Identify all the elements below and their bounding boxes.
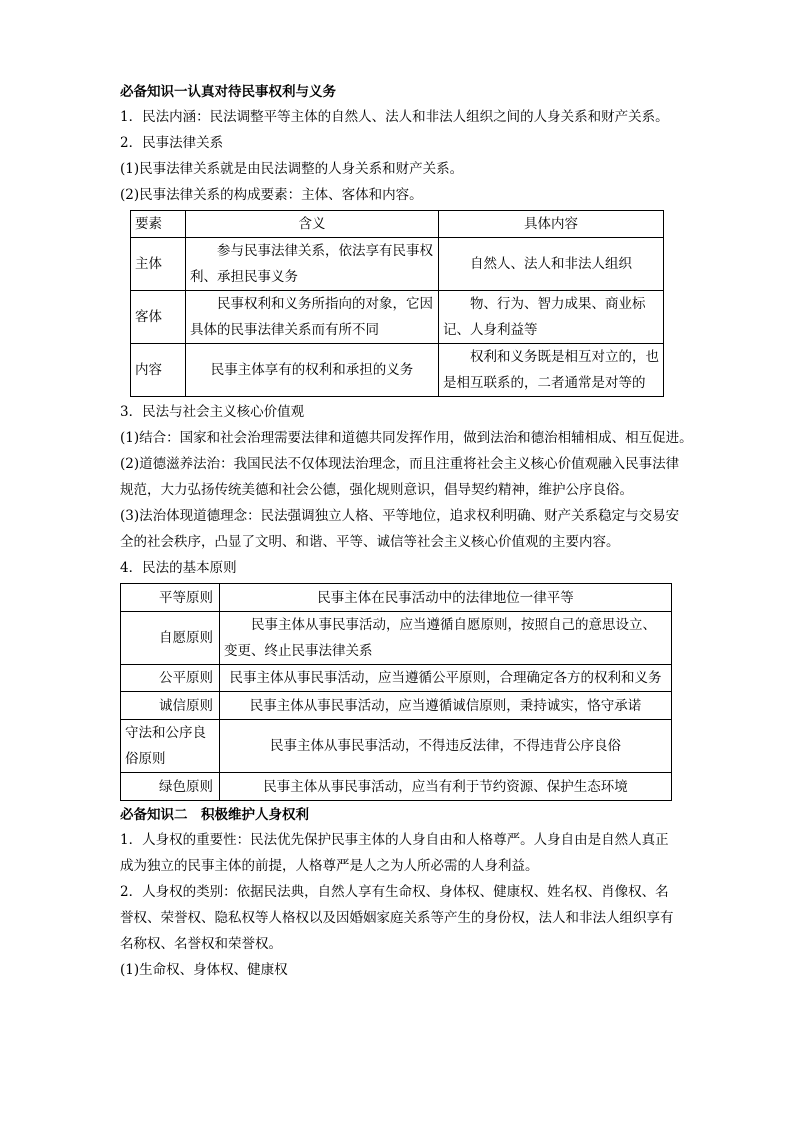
heading-life-body-health: (1)生命权、身体权、健康权: [120, 962, 288, 978]
table-row: [121, 612, 672, 665]
principle-desc: 民事主体从事民事活动，应当遵循诚信原则，秉持诚实，恪守承诺: [220, 692, 672, 720]
principle-desc: 民事主体从事民事活动，应当遵循自愿原则，按照自己的意思设立、变更、终止民事法律关系: [220, 612, 672, 665]
para-combination: (1)结合：国家和社会治理需要法律和道德共同发挥作用，做到法治和德治相辅相成、相互促进。: [120, 430, 693, 446]
principle-name: 自愿原则: [121, 612, 220, 665]
para-civil-law-meaning: 1．民法内涵：民法调整平等主体的自然人、法人和非法人组织之间的人身关系和财产关系。: [120, 109, 669, 125]
principle-desc: 民事主体从事民事活动，应当遵循公平原则，合理确定各方的权利和义务: [220, 665, 672, 692]
principle-name: 公平原则: [121, 665, 220, 692]
principle-desc: 民事主体在民事活动中的法律地位一律平等: [220, 584, 672, 612]
para-morality-nourish: (2)道德滋养法治：我国民法不仅体现法治理念，而且注重将社会主义核心价值观融入民事法律规范，大力弘扬传统美德和社会公德，强化规则意识，倡导契约精神，维护公序良俗。: [120, 456, 680, 498]
heading-basic-principles: 4．民法的基本原则: [120, 560, 237, 576]
element-meaning: 民事主体享有的权利和承担的义务: [186, 344, 439, 397]
table-row: [131, 238, 664, 291]
principle-desc: 民事主体从事民事活动，不得违反法律，不得违背公序良俗: [220, 720, 672, 773]
element-name: 内容: [131, 344, 186, 397]
para-relations-def: (1)民事法律关系就是由民法调整的人身关系和财产关系。: [120, 161, 464, 177]
principle-name: 平等原则: [121, 584, 220, 612]
table-row: [131, 291, 664, 344]
element-meaning: 参与民事法律关系，依法享有民事权利、承担民事义务: [186, 238, 439, 291]
table-row: [121, 720, 672, 773]
element-meaning: 民事权利和义务所指向的对象，它因具体的民事法律关系而有所不同: [186, 291, 439, 344]
element-content: 权利和义务既是相互对立的，也是相互联系的，二者通常是对等的: [439, 344, 664, 397]
principle-name: 诚信原则: [121, 692, 220, 720]
principles-table: [120, 583, 672, 801]
header-cell: 具体内容: [439, 211, 664, 238]
document-page: [120, 80, 693, 983]
header-cell: 含义: [186, 211, 439, 238]
element-name: 客体: [131, 291, 186, 344]
element-name: 主体: [131, 238, 186, 291]
para-relations-elements: (2)民事法律关系的构成要素：主体、客体和内容。: [120, 187, 423, 203]
element-content: 自然人、法人和非法人组织: [439, 238, 664, 291]
table-row: [121, 692, 672, 720]
section2-title: 必备知识二 积极维护人身权利: [120, 807, 309, 823]
heading-core-values: 3．民法与社会主义核心价值观: [120, 404, 305, 420]
principle-name: 守法和公序良俗原则: [121, 720, 220, 773]
elements-table: [130, 210, 664, 397]
heading-civil-relations: 2．民事法律关系: [120, 135, 224, 151]
table-row: [121, 773, 672, 801]
table-row: [131, 344, 664, 397]
element-content: 物、行为、智力成果、商业标记、人身利益等: [439, 291, 664, 344]
para-personal-rights-importance: 1．人身权的重要性：民法优先保护民事主体的人身自由和人格尊严。人身自由是自然人真正成为独立的民事主体的前提，人格尊严是人之为人所必需的人身利益。: [120, 832, 669, 874]
para-personal-rights-types: 2．人身权的类别：依据民法典，自然人享有生命权、身体权、健康权、姓名权、肖像权、名誉权、荣誉权、隐私权等人格权以及因婚姻家庭关系等产生的身份权，法人和非法人组织享有名称权、名誉权和荣誉权。: [120, 884, 674, 952]
principle-desc: 民事主体从事民事活动，应当有利于节约资源、保护生态环境: [220, 773, 672, 801]
header-cell: 要素: [131, 211, 186, 238]
table-row: [121, 665, 672, 692]
table-row: [121, 584, 672, 612]
section1-title: 必备知识一认真对待民事权利与义务: [120, 84, 336, 100]
principle-name: 绿色原则: [121, 773, 220, 801]
para-rule-of-law-morality: (3)法治体现道德理念：民法强调独立人格、平等地位，追求权利明确、财产关系稳定与交易安全的社会秩序，凸显了文明、和谐、平等、诚信等社会主义核心价值观的主要内容。: [120, 508, 680, 550]
table-header-row: [131, 211, 664, 238]
